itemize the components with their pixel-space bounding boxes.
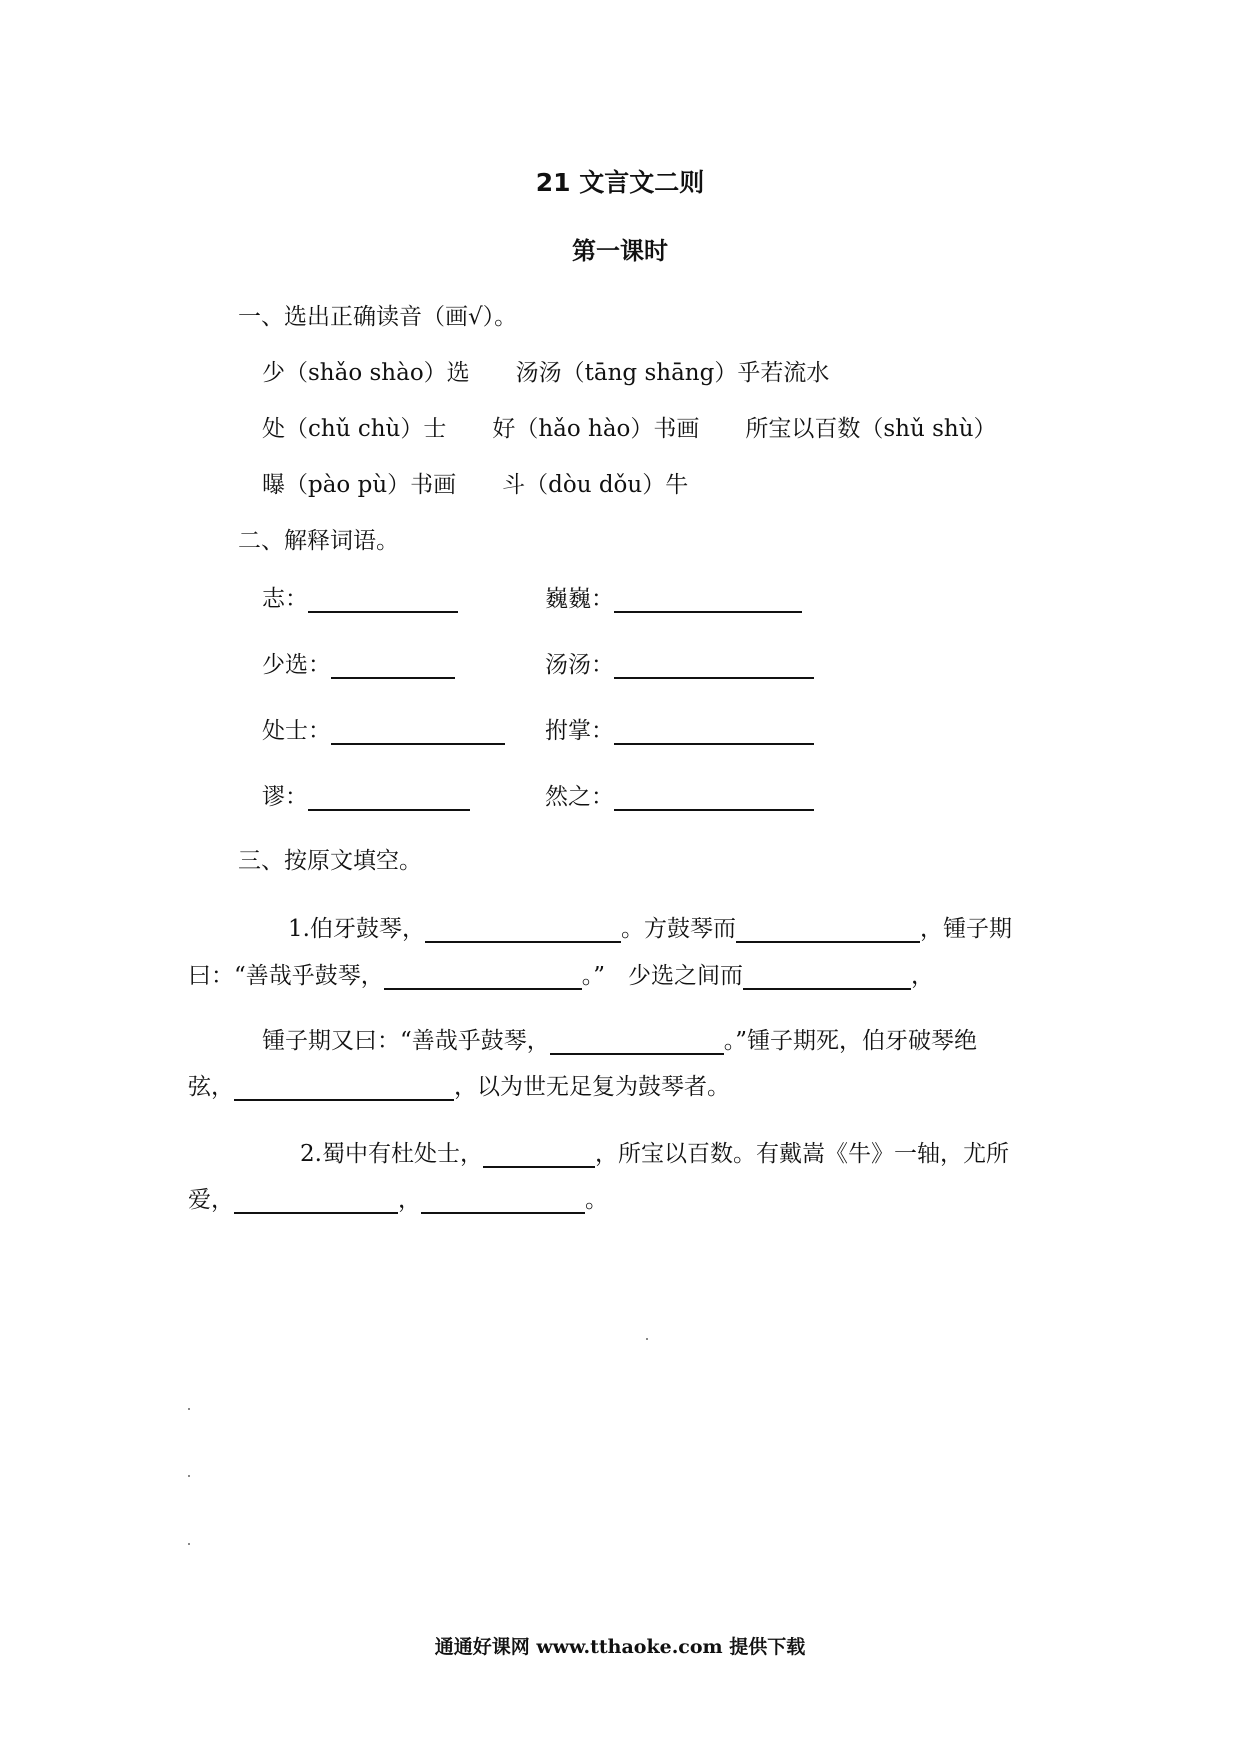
fill-line — [262, 1022, 977, 1055]
fill-blank[interactable] — [425, 919, 621, 943]
definition-item — [545, 778, 814, 811]
fill-blank[interactable] — [550, 1031, 724, 1055]
definition-item — [262, 580, 458, 613]
fill-text: ， — [398, 1187, 421, 1213]
fill-text: ， — [911, 963, 935, 989]
fill-blank[interactable] — [743, 966, 911, 990]
fill-text: 。” 少选之间而 — [581, 963, 744, 989]
fill-text: ，锺子期 — [919, 916, 1012, 942]
page-title: 21 文言文二则 — [535, 168, 705, 197]
fill-blank[interactable] — [384, 966, 582, 990]
fill-text: 爱， — [188, 1187, 234, 1213]
definition-label: 志： — [262, 586, 308, 612]
definition-item — [262, 778, 470, 811]
definition-label: 汤汤： — [545, 652, 614, 678]
definition-item — [545, 646, 814, 679]
fill-line — [188, 957, 934, 990]
fill-blank[interactable] — [234, 1190, 398, 1214]
fill-text: 2.蜀中有杜处士， — [300, 1141, 483, 1167]
definition-item — [545, 712, 814, 745]
fill-blank[interactable] — [736, 919, 920, 943]
page-subtitle: 第一课时 — [572, 237, 668, 265]
fill-text: 1.伯牙鼓琴， — [288, 916, 425, 942]
fill-text: 。 — [585, 1187, 608, 1213]
scan-dot — [188, 1543, 190, 1545]
definition-item — [262, 646, 455, 679]
definition-blank[interactable] — [614, 787, 814, 811]
pinyin-line-2: 处（chǔ chù）士 好（hǎo hào）书画 所宝以百数（shǔ shù） — [262, 416, 997, 442]
fill-line — [288, 910, 1012, 943]
fill-line — [188, 1068, 730, 1101]
definition-blank[interactable] — [331, 655, 455, 679]
fill-text: 。方鼓琴而 — [620, 916, 736, 942]
pinyin-line-3: 曝（pào pù）书画 斗（dòu dǒu）牛 — [262, 472, 689, 498]
definition-blank[interactable] — [614, 721, 814, 745]
scan-dot — [646, 1338, 648, 1340]
footer-credit: 通通好课网 www.tthaoke.com 提供下载 — [434, 1636, 806, 1658]
fill-blank[interactable] — [234, 1077, 454, 1101]
definition-blank[interactable] — [614, 589, 802, 613]
fill-text: 。”锺子期死，伯牙破琴绝 — [723, 1028, 978, 1054]
fill-text: 曰：“善哉乎鼓琴， — [188, 963, 384, 989]
definition-label: 拊掌： — [545, 718, 614, 744]
definition-label: 谬： — [262, 784, 308, 810]
definition-label: 然之： — [545, 784, 614, 810]
fill-blank[interactable] — [421, 1190, 585, 1214]
fill-blank[interactable] — [483, 1144, 595, 1168]
pinyin-line-1: 少（shǎo shào）选 汤汤（tāng shāng）乎若流水 — [262, 360, 830, 386]
definition-blank[interactable] — [308, 787, 470, 811]
fill-text: ，所宝以百数。有戴嵩《牛》一轴，尤所 — [594, 1141, 1009, 1167]
definition-blank[interactable] — [308, 589, 458, 613]
definition-label: 少选： — [262, 652, 331, 678]
definition-blank[interactable] — [331, 721, 505, 745]
fill-line — [300, 1135, 1009, 1168]
definition-label: 巍巍： — [545, 586, 614, 612]
section2-heading: 二、解释词语。 — [238, 528, 399, 554]
scan-dot — [188, 1475, 190, 1477]
scan-dot — [188, 1408, 190, 1410]
section3-heading: 三、按原文填空。 — [238, 848, 422, 874]
definition-item — [262, 712, 505, 745]
fill-line — [188, 1181, 608, 1214]
definition-item — [545, 580, 802, 613]
definition-blank[interactable] — [614, 655, 814, 679]
fill-text: 锺子期又曰：“善哉乎鼓琴， — [262, 1028, 550, 1054]
fill-text: 弦， — [188, 1074, 234, 1100]
section1-heading: 一、选出正确读音（画√）。 — [238, 304, 518, 330]
definition-label: 处士： — [262, 718, 331, 744]
fill-text: ，以为世无足复为鼓琴者。 — [454, 1074, 730, 1100]
